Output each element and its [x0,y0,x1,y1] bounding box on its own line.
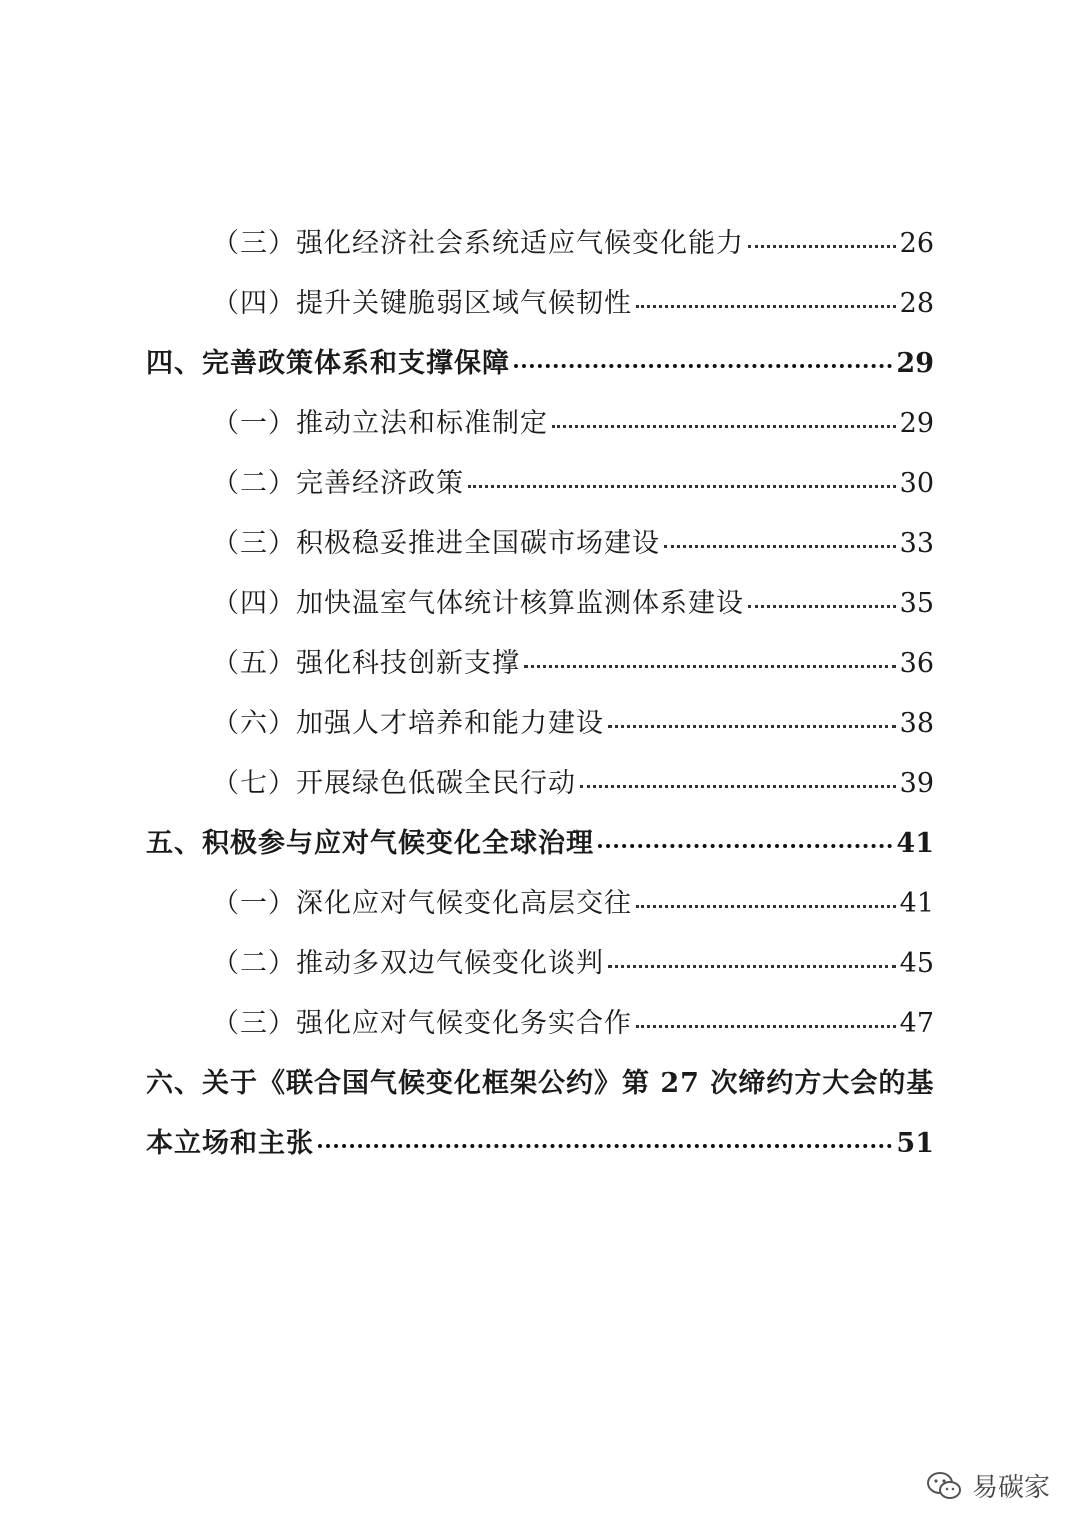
dot-leader [318,1144,892,1148]
toc-entry-page: 28 [899,288,934,319]
toc-entry-label: （六）加强人才培养和能力建设 [212,708,604,739]
toc-entry-label: （七）开展绿色低碳全民行动 [212,768,576,799]
toc-entry[interactable] [212,464,934,504]
dot-leader [608,725,896,728]
toc-section-label: 四、完善政策体系和支撑保障 [146,348,510,379]
toc-entry-page: 41 [899,888,934,919]
dot-leader [636,905,896,908]
dot-leader [608,965,896,968]
dot-leader [598,844,892,848]
toc-entry-label: （五）强化科技创新支撑 [212,648,520,679]
toc-section-label: 本立场和主张 [146,1128,314,1159]
wechat-icon [926,1470,962,1502]
dot-leader [664,545,896,548]
dot-leader [748,245,896,248]
watermark-text: 易碳家 [971,1473,1050,1503]
toc-section-page: 29 [896,348,934,379]
toc-entry[interactable] [212,404,934,444]
watermark [926,1467,1050,1504]
toc-entry-label: （四）加快温室气体统计核算监测体系建设 [212,588,744,619]
dot-leader [580,785,896,788]
toc-entry-label: （二）完善经济政策 [212,468,464,499]
toc-entry-page: 45 [899,948,934,979]
dot-leader [636,1025,896,1028]
toc-section-entry[interactable] [146,824,934,864]
toc-entry-page: 35 [899,588,934,619]
toc-section-entry[interactable] [146,344,934,384]
dot-leader [748,605,896,608]
toc-entry-page: 38 [899,708,934,739]
toc-entry[interactable] [212,704,934,744]
toc-entry[interactable] [212,764,934,804]
toc-entry-page: 30 [899,468,934,499]
toc-entry-label: （三）强化应对气候变化务实合作 [212,1008,632,1039]
dot-leader [636,305,896,308]
toc-entry[interactable] [212,884,934,924]
toc-section-page: 51 [896,1128,934,1159]
toc-entry-label: （四）提升关键脆弱区域气候韧性 [212,288,632,319]
toc-entry[interactable] [212,284,934,324]
toc-entry-page: 47 [899,1008,934,1039]
toc-section-entry[interactable] [146,1124,934,1164]
toc-section-label: 五、积极参与应对气候变化全球治理 [146,828,594,859]
toc-entry-label: （三）强化经济社会系统适应气候变化能力 [212,228,744,259]
toc-entry-page: 33 [899,528,934,559]
toc-section-page: 41 [896,828,934,859]
toc-entry-label: （二）推动多双边气候变化谈判 [212,948,604,979]
toc-entry-label: （三）积极稳妥推进全国碳市场建设 [212,528,660,559]
toc-entry[interactable] [212,524,934,564]
toc-entry-label: （一）深化应对气候变化高层交往 [212,888,632,919]
toc-entry[interactable] [212,224,934,264]
toc-entry[interactable] [212,584,934,624]
toc-entry[interactable] [212,944,934,984]
dot-leader [552,425,896,428]
toc-entry-page: 29 [899,408,934,439]
toc-section-label-line1[interactable]: 六、关于《联合国气候变化框架公约》第 27 次缔约方大会的基 [146,1068,935,1099]
toc-entry-page: 39 [899,768,934,799]
toc-entry[interactable] [212,1004,934,1044]
dot-leader [468,485,896,488]
toc-entry-page: 26 [899,228,934,259]
dot-leader [514,364,892,368]
toc-entry-label: （一）推动立法和标准制定 [212,408,548,439]
toc-entry-page: 36 [899,648,934,679]
dot-leader [524,665,896,668]
toc-entry[interactable] [212,644,934,684]
